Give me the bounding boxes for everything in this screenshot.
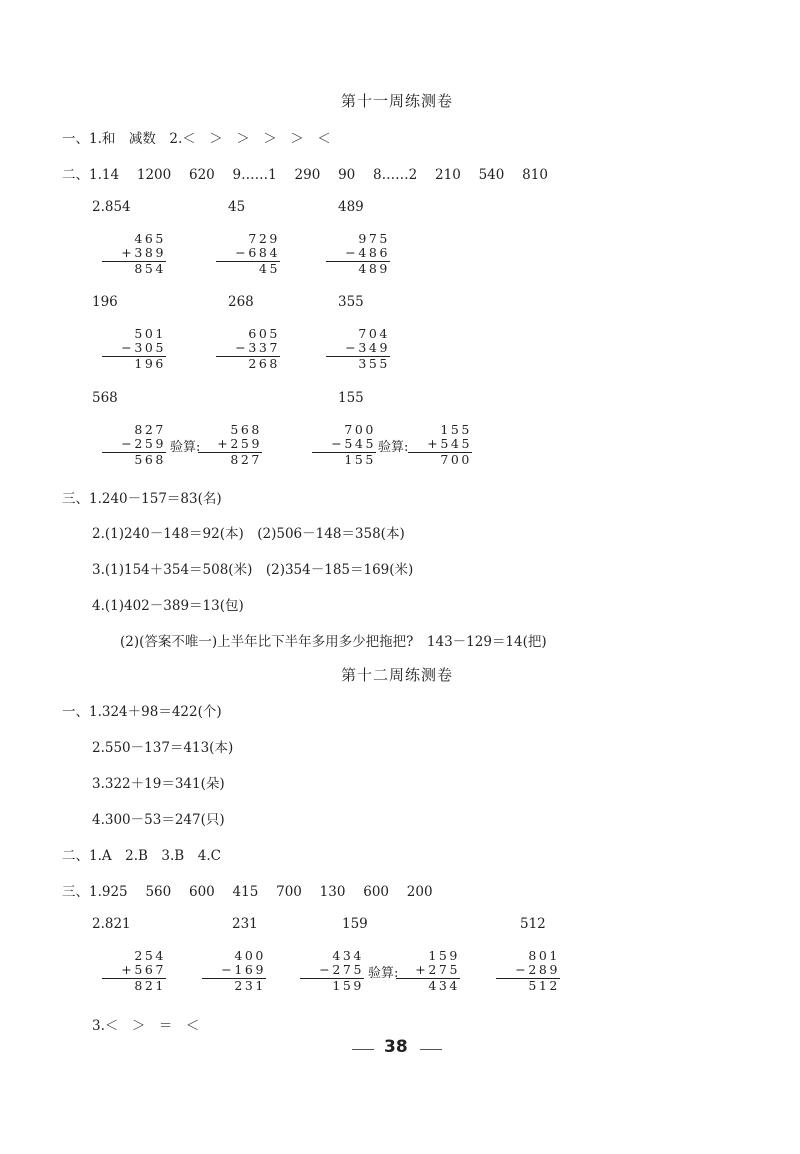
- vertical-calc: 827 −259 568: [100, 423, 166, 467]
- vertical-calc: 700 −545 155: [310, 423, 376, 467]
- vertical-calc: 568 +259 827: [196, 423, 262, 467]
- section-title-week12: 第十二周练测卷: [341, 666, 454, 684]
- answer-line: 2.(1)240－148＝92(本) (2)506－148＝358(本): [92, 526, 405, 542]
- answer-line: (2)(答案不唯一)上半年比下半年多用多少把拖把? 143－129＝14(把): [120, 634, 547, 650]
- answer-line: 二、1.A 2.B 3.B 4.C: [62, 848, 221, 864]
- result-label: 196: [92, 294, 118, 310]
- answer-line: 3.322＋19＝341(朵): [92, 776, 225, 792]
- result-label: 2.821: [92, 916, 131, 932]
- vertical-calc: 501 −305 196: [100, 327, 166, 371]
- answer-line: 3.＜ ＞ ＝ ＜: [92, 1018, 200, 1034]
- answer-line: 三、1.925 560 600 415 700 130 600 200: [62, 884, 433, 900]
- result-label: 268: [228, 294, 254, 310]
- check-label: 验算:: [368, 966, 399, 981]
- result-label: 155: [338, 390, 364, 406]
- result-label: 512: [520, 916, 546, 932]
- page-number-dash-right: [420, 1049, 442, 1050]
- vertical-calc: 975 −486 489: [324, 232, 390, 276]
- check-label: 验算:: [378, 440, 409, 455]
- answer-line: 4.300－53＝247(只): [92, 812, 225, 828]
- vertical-calc: 465 +389 854: [100, 232, 166, 276]
- section-title-week11: 第十一周练测卷: [341, 92, 454, 110]
- result-label: 568: [92, 390, 118, 406]
- answer-line: 一、1.和 减数 2.＜ ＞ ＞ ＞ ＞ ＜: [62, 131, 331, 147]
- answer-line: 2.550－137＝413(本): [92, 740, 234, 756]
- answer-line: 4.(1)402－389＝13(包): [92, 598, 244, 614]
- result-label: 159: [342, 916, 368, 932]
- vertical-calc: 159 +275 434: [394, 949, 460, 993]
- vertical-calc: 605 −337 268: [214, 327, 280, 371]
- page-number: 38: [384, 1037, 408, 1057]
- result-label: 2.854: [92, 199, 131, 215]
- vertical-calc: 729 −684 45: [214, 232, 280, 276]
- answer-line: 一、1.324＋98＝422(个): [62, 704, 222, 720]
- vertical-calc: 801 −289 512: [494, 949, 560, 993]
- page-number-dash-left: [352, 1049, 374, 1050]
- vertical-calc: 254 +567 821: [100, 949, 166, 993]
- vertical-calc: 434 −275 159: [298, 949, 364, 993]
- check-label: 验算:: [170, 440, 201, 455]
- vertical-calc: 400 −169 231: [200, 949, 266, 993]
- result-label: 231: [232, 916, 258, 932]
- vertical-calc: 155 +545 700: [406, 423, 472, 467]
- answer-line: 二、1.14 1200 620 9……1 290 90 8……2 210 540 810: [62, 167, 548, 183]
- answer-line: 3.(1)154＋354＝508(米) (2)354－185＝169(米): [92, 562, 414, 578]
- result-label: 45: [228, 199, 246, 215]
- result-label: 489: [338, 199, 364, 215]
- result-label: 355: [338, 294, 364, 310]
- answer-line: 三、1.240－157＝83(名): [62, 491, 222, 507]
- vertical-calc: 704 −349 355: [324, 327, 390, 371]
